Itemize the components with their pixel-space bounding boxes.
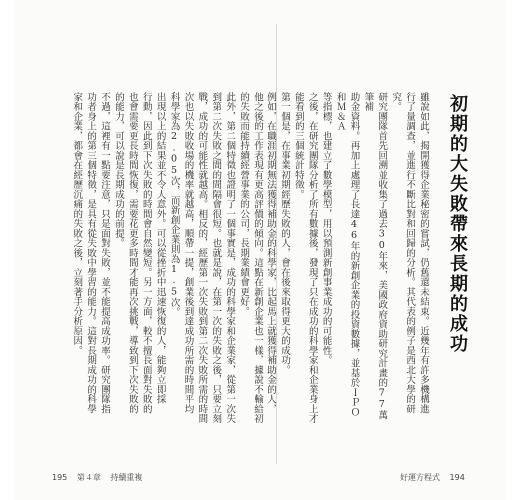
- right-page-body: [265, 92, 430, 426]
- page-number: 195: [52, 473, 68, 482]
- page-number: 194: [449, 473, 465, 482]
- paragraph: 出現以上的結果並不令人意外。可以從挫折中迅速恢復的人，能夠立即採: [154, 92, 166, 404]
- paragraph: 不過，這裡有一點要注意，只是面對失敗，並不能提高成功率。研究團隊指: [99, 92, 111, 414]
- paragraph: 之後，在研究團隊分析了所有數據後，發現了只在成功的科學家和企業身上才: [306, 92, 318, 424]
- right-page-footer: [400, 472, 472, 483]
- paragraph: 行了量調查，並進行不斷比對和回歸的分析。其代表的例子是西北大學的研究。: [390, 92, 416, 414]
- paragraph: 到第二次失敗之間的間隔會很短。也就是說，在第一次的失敗之後，只要立刻: [210, 92, 222, 424]
- book-spread: [14, 0, 506, 500]
- paragraph: 次也以失敗收場的機率就越高，順帶一提，創業後到達成功所需的時間平均: [182, 92, 194, 414]
- chapter-name: 持續重複: [110, 473, 143, 482]
- paragraph: 第一個是，在事業初期經歷失敗的人，會在後來取得更大的成功。: [278, 92, 290, 375]
- paragraph: 他之後的工作表現有更高評價的傾向。這點在新創企業也一樣，據說不輸給初: [252, 92, 263, 424]
- paragraph: 科學家為2.05次，而新創企業則為1.5次。: [168, 92, 180, 317]
- paragraph: 的失敗而能持續經營事業的公司，長期業績會更好。: [238, 92, 250, 317]
- left-page-footer: [52, 472, 149, 483]
- paragraph: 功者身上的第三個特徵，是具有從失敗中學習的能力。這對長期成功的科學: [85, 92, 97, 414]
- chapter-number: 第４章: [76, 473, 101, 482]
- paragraph: 能看到的三個統計特徵。: [292, 92, 304, 200]
- book-title: 好運方程式: [400, 473, 440, 482]
- paragraph: 也會需要更長時間恢復，需要花更多時間才能再次挑戰，導致到下次失敗的: [126, 92, 138, 414]
- paragraph: 此外，第二個特徵也證明了一個事實是，成功的科學家和企業家，從第一次失: [224, 92, 236, 424]
- paragraph: 雖說如此，揭開獲得企業秘密的嘗試，仍舊還未結束。近幾年有許多機構進: [418, 92, 429, 414]
- paragraph: 研究團隊首先回溯並收集了過去30年來，美國政府資助研究計畫的77萬筆補: [362, 92, 388, 420]
- paragraph: 的能力，可以說是長期成功的前提。: [112, 92, 124, 248]
- paragraph: 等指標，也建立了數學模型，用以預測新創事業成功的可能性。: [320, 92, 332, 365]
- paragraph: 例如，在職涯初期無法獲得補助金的科學家，比起馬上就獲得補助金的人，: [265, 92, 277, 414]
- paragraph: 行動，因此到下次失敗的時間會自然變短。另一方面，較不擅長面對失敗的: [140, 92, 152, 414]
- chapter-heading: 初期的大失敗帶來長期的成功: [447, 94, 468, 354]
- paragraph: 助金資料。再加上處理了長達46年的新創企業的投資數據，並基於ＩＰＯ和Ｍ＆Ａ: [334, 92, 360, 417]
- left-page-body: [58, 92, 264, 424]
- paragraph: 家和企業，都會在經歷沉痛的失敗之後，立刻著手分析原因。: [71, 92, 83, 356]
- paragraph: 戰，成功的可能性就越高。相反的，經歷第一次失敗到第二次失敗所需的時間: [196, 92, 208, 424]
